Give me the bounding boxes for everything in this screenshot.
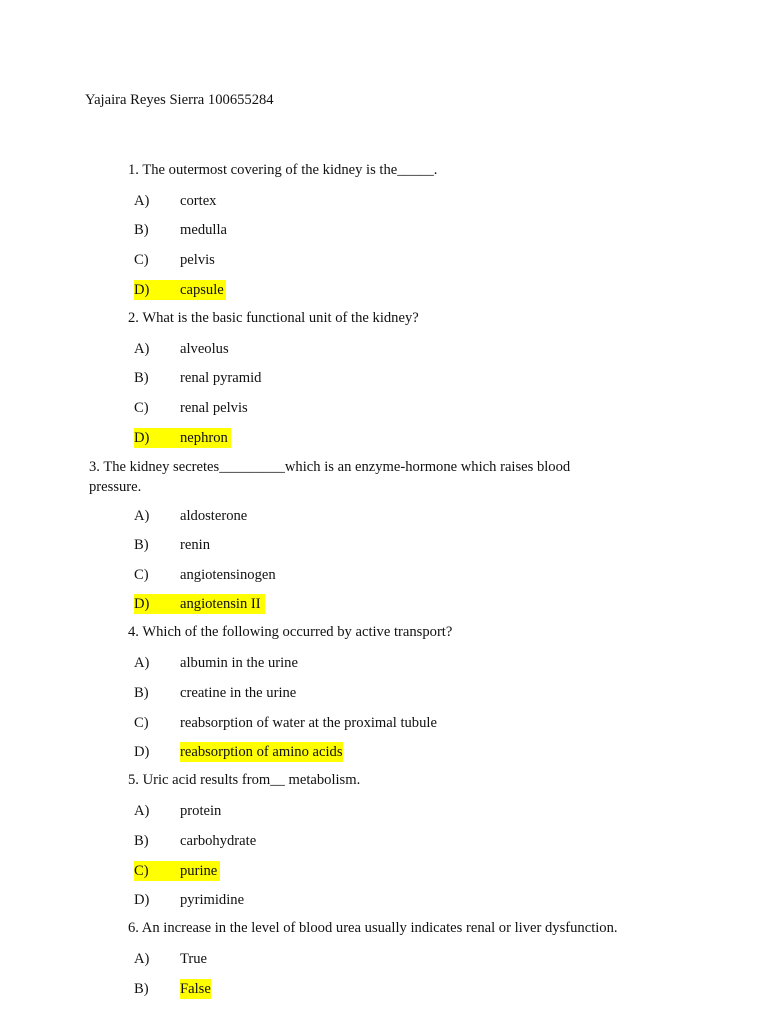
option-text: capsule	[180, 282, 224, 298]
option-letter: D)	[134, 596, 150, 612]
option-letter: D)	[134, 744, 150, 760]
question-1-option-d-highlighted	[134, 280, 226, 300]
question-3-option-c	[134, 565, 276, 585]
option-letter: C)	[134, 863, 149, 879]
option-text: carbohydrate	[180, 833, 257, 849]
option-letter: B)	[134, 370, 149, 386]
option-text: nephron	[180, 430, 228, 446]
question-2-option-a	[134, 339, 229, 359]
option-text: albumin in the urine	[180, 655, 298, 671]
question-2-option-d-highlighted	[134, 428, 231, 448]
question-5-option-d	[134, 890, 244, 910]
question-6-option-b	[134, 979, 211, 999]
option-text: renal pyramid	[180, 370, 262, 386]
option-text: purine	[180, 863, 218, 879]
option-letter: B)	[134, 685, 149, 701]
question-2-option-b	[134, 368, 261, 388]
option-letter: A)	[134, 508, 150, 524]
option-letter: B)	[134, 981, 149, 997]
question-5-option-b	[134, 831, 256, 851]
question-4-option-b	[134, 683, 296, 703]
question-5-option-a	[134, 801, 221, 821]
option-text: aldosterone	[180, 508, 248, 524]
option-letter: D)	[134, 430, 150, 446]
option-letter: A)	[134, 193, 150, 209]
option-text: protein	[180, 803, 222, 819]
author-line: Yajaira Reyes Sierra 100655284	[85, 92, 274, 108]
question-6-prompt: 6. An increase in the level of blood urea usually indicates renal or liver dysfunction.	[128, 920, 618, 936]
option-text: creatine in the urine	[180, 685, 297, 701]
option-text: angiotensinogen	[180, 567, 276, 583]
option-letter: C)	[134, 400, 149, 416]
option-text-highlighted: False	[180, 981, 211, 997]
question-6-option-a	[134, 949, 207, 969]
question-1-option-c	[134, 250, 215, 270]
option-letter: A)	[134, 655, 150, 671]
option-letter: D)	[134, 892, 150, 908]
option-letter: C)	[134, 567, 149, 583]
question-3-option-b	[134, 535, 210, 555]
question-3-option-a	[134, 506, 247, 526]
option-letter: B)	[134, 222, 149, 238]
option-letter: B)	[134, 833, 149, 849]
question-3-option-d-highlighted	[134, 594, 265, 614]
question-4-option-a	[134, 653, 298, 673]
option-text: renal pelvis	[180, 400, 248, 416]
option-text: pelvis	[180, 252, 215, 268]
option-text: renin	[180, 537, 210, 553]
option-text: medulla	[180, 222, 228, 238]
question-2-option-c	[134, 398, 248, 418]
option-letter: A)	[134, 341, 150, 357]
option-text: reabsorption of water at the proximal tubule	[180, 715, 437, 731]
option-text: cortex	[180, 193, 217, 209]
option-letter: C)	[134, 252, 149, 268]
question-4-option-c	[134, 713, 437, 733]
option-text-highlighted: reabsorption of amino acids	[180, 744, 343, 760]
question-1-option-a	[134, 191, 216, 211]
question-1-prompt: 1. The outermost covering of the kidney is the_____.	[128, 162, 438, 178]
question-5-option-c-highlighted	[134, 861, 220, 881]
option-text: pyrimidine	[180, 892, 245, 908]
option-letter: B)	[134, 537, 149, 553]
question-4-prompt: 4. Which of the following occurred by active transport?	[128, 624, 453, 640]
option-text: True	[180, 951, 208, 967]
option-letter: A)	[134, 803, 150, 819]
option-letter: D)	[134, 282, 150, 298]
option-text: angiotensin II	[180, 596, 261, 612]
question-2-prompt: 2. What is the basic functional unit of the kidney?	[128, 310, 419, 326]
question-4-option-d	[134, 742, 343, 762]
option-letter: C)	[134, 715, 149, 731]
question-5-prompt: 5. Uric acid results from__ metabolism.	[128, 772, 361, 788]
option-letter: A)	[134, 951, 150, 967]
option-text: alveolus	[180, 341, 229, 357]
question-1-option-b	[134, 220, 227, 240]
question-3-prompt: 3. The kidney secretes_________which is an enzyme-hormone which raises blood pressure.	[89, 459, 571, 495]
